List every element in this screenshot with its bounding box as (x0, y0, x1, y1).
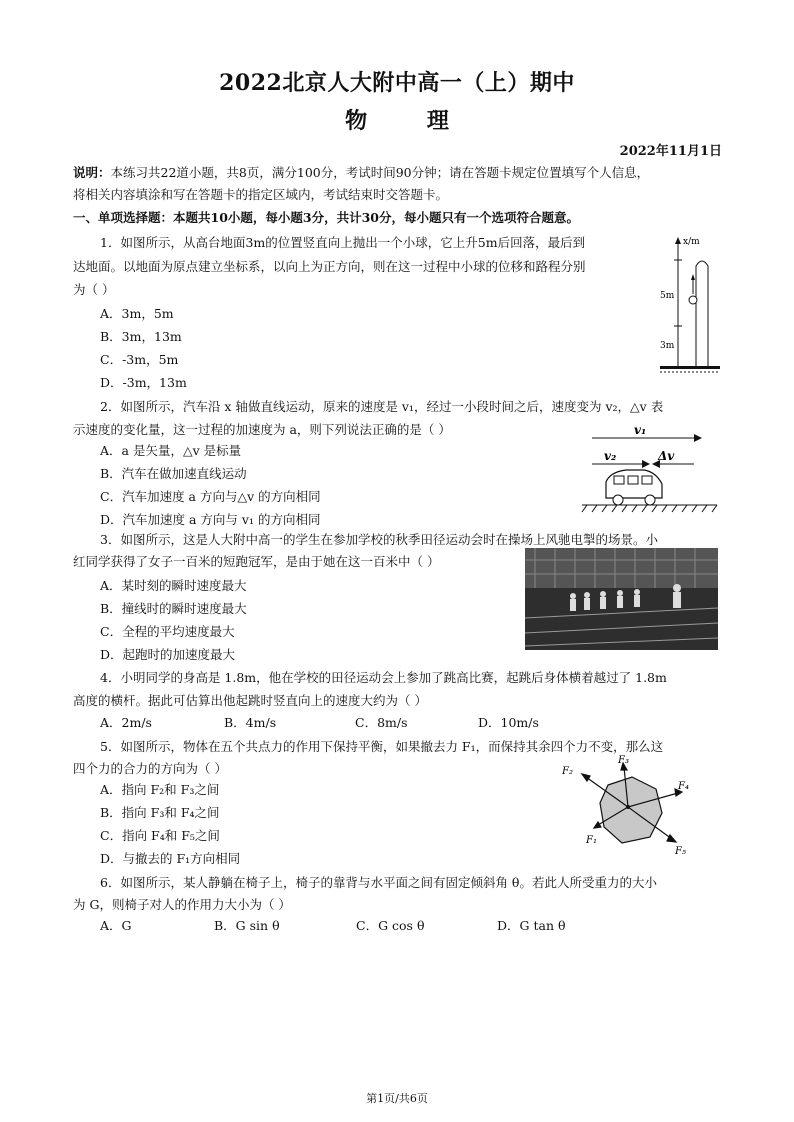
q6-line-2: 为 G，则椅子对人的作用力大小为（ ） (73, 897, 291, 912)
q2-option-d[interactable]: D．汽车加速度 a 方向与 v₁ 的方向相同 (100, 512, 321, 527)
f3-label: F₃ (618, 755, 629, 766)
q3-sprint-photo (525, 548, 718, 650)
q2-figure (582, 424, 722, 514)
q5-force-diagram (560, 755, 700, 860)
q6-option-d[interactable]: D．G tan θ (497, 918, 566, 933)
page-footer: 第1页/共6页 (366, 1092, 428, 1105)
q5-option-a[interactable]: A．指向 F₂和 F₃之间 (100, 782, 220, 797)
q2-option-a[interactable]: A．a 是矢量，△v 是标量 (100, 443, 242, 458)
q1-option-b[interactable]: B．3m，13m (100, 329, 182, 344)
q3-line-2: 红同学获得了女子一百米的短跑冠军，是由于她在这一百米中（ ） (73, 554, 440, 569)
q2-line-1: 2．如图所示，汽车沿 x 轴做直线运动，原来的速度是 v₁，经过一小段时间之后，速度变为 v₂，△v 表 (100, 399, 664, 414)
q6-option-b[interactable]: B．G sin θ (214, 918, 280, 933)
q1-upper-label: 5m (660, 291, 675, 301)
q1-option-a[interactable]: A．3m，5m (100, 306, 174, 321)
instructions-line-1: 说明：本练习共22道小题，共8页，满分100分，考试时间90分钟；请在答题卡规定位置填写个人信息， (73, 165, 650, 180)
section-heading: 一、单项选择题：本题共10小题，每小题3分，共计30分，每小题只有一个选项符合题意。 (73, 210, 579, 225)
q4-option-b[interactable]: B．4m/s (224, 715, 277, 730)
q4-option-a[interactable]: A．2m/s (100, 715, 152, 730)
v1-label: v₁ (634, 423, 647, 437)
q3-option-b[interactable]: B．撞线时的瞬时速度最大 (100, 601, 247, 616)
q4-line-2: 高度的横杆。据此可估算出他起跳时竖直向上的速度大约为（ ） (73, 693, 427, 708)
q5-line-1: 5．如图所示，物体在五个共点力的作用下保持平衡，如果撤去力 F₁，而保持其余四个力不变，那么这 (100, 739, 664, 754)
q4-line-1: 4．小明同学的身高是 1.8m，他在学校的田径运动会上参加了跳高比赛，起跳后身体横着越过了 1.8m (100, 670, 667, 685)
q6-option-a[interactable]: A．G (100, 918, 132, 933)
q1-line-2: 达地面。以地面为原点建立坐标系，以向上为正方向，则在这一过程中小球的位移和路程分别 (73, 259, 586, 274)
q6-option-c[interactable]: C．G cos θ (356, 918, 425, 933)
q1-figure (650, 236, 730, 376)
q2-option-c[interactable]: C．汽车加速度 a 方向与△v 的方向相同 (100, 489, 321, 504)
q3-line-1: 3．如图所示，这是人大附中高一的学生在参加学校的秋季田径运动会时在操场上风驰电掣的场景。小 (100, 532, 658, 547)
q5-option-c[interactable]: C．指向 F₄和 F₅之间 (100, 828, 220, 843)
f1-label: F₁ (586, 835, 597, 846)
v2-label: v₂ (604, 449, 617, 463)
exam-date: 2022年11月1日 (619, 144, 722, 159)
q2-option-b[interactable]: B．汽车在做加速直线运动 (100, 466, 247, 481)
f2-label: F₂ (562, 766, 573, 777)
q3-option-d[interactable]: D．起跑时的加速度最大 (100, 647, 236, 662)
f4-label: F₄ (678, 781, 689, 792)
q6-line-1: 6．如图所示，某人静躺在椅子上，椅子的靠背与水平面之间有固定倾斜角 θ。若此人所受重力的大小 (100, 875, 657, 890)
dv-label: Δv (658, 449, 675, 463)
q5-option-b[interactable]: B．指向 F₃和 F₄之间 (100, 805, 220, 820)
q1-option-d[interactable]: D．-3m，13m (100, 375, 187, 390)
q1-line-3: 为（ ） (73, 282, 115, 297)
q5-line-2: 四个力的合力的方向为（ ） (73, 761, 227, 776)
q4-option-d[interactable]: D．10m/s (478, 715, 539, 730)
q1-option-c[interactable]: C．-3m，5m (100, 352, 179, 367)
subject-title: 物 理 (345, 108, 475, 134)
ball-icon (689, 296, 697, 304)
q2-line-2: 示速度的变化量，这一过程的加速度为 a，则下列说法正确的是（ ） (73, 422, 451, 437)
f5-label: F₅ (675, 846, 686, 857)
q3-option-a[interactable]: A．某时刻的瞬时速度最大 (100, 578, 247, 593)
q3-option-c[interactable]: C．全程的平均速度最大 (100, 624, 235, 639)
page-title: 2022北京人大附中高一（上）期中 (219, 70, 575, 96)
q1-axis-label: x/m (683, 237, 700, 247)
q1-line-1: 1．如图所示，从高台地面3m的位置竖直向上抛出一个小球，它上升5m后回落，最后到 (100, 235, 586, 250)
instructions-line-2: 将相关内容填涂和写在答题卡的指定区域内，考试结束时交答题卡。 (73, 187, 449, 202)
q1-lower-label: 3m (660, 341, 675, 351)
q4-option-c[interactable]: C．8m/s (355, 715, 408, 730)
q5-option-d[interactable]: D．与撤去的 F₁方向相同 (100, 851, 241, 866)
